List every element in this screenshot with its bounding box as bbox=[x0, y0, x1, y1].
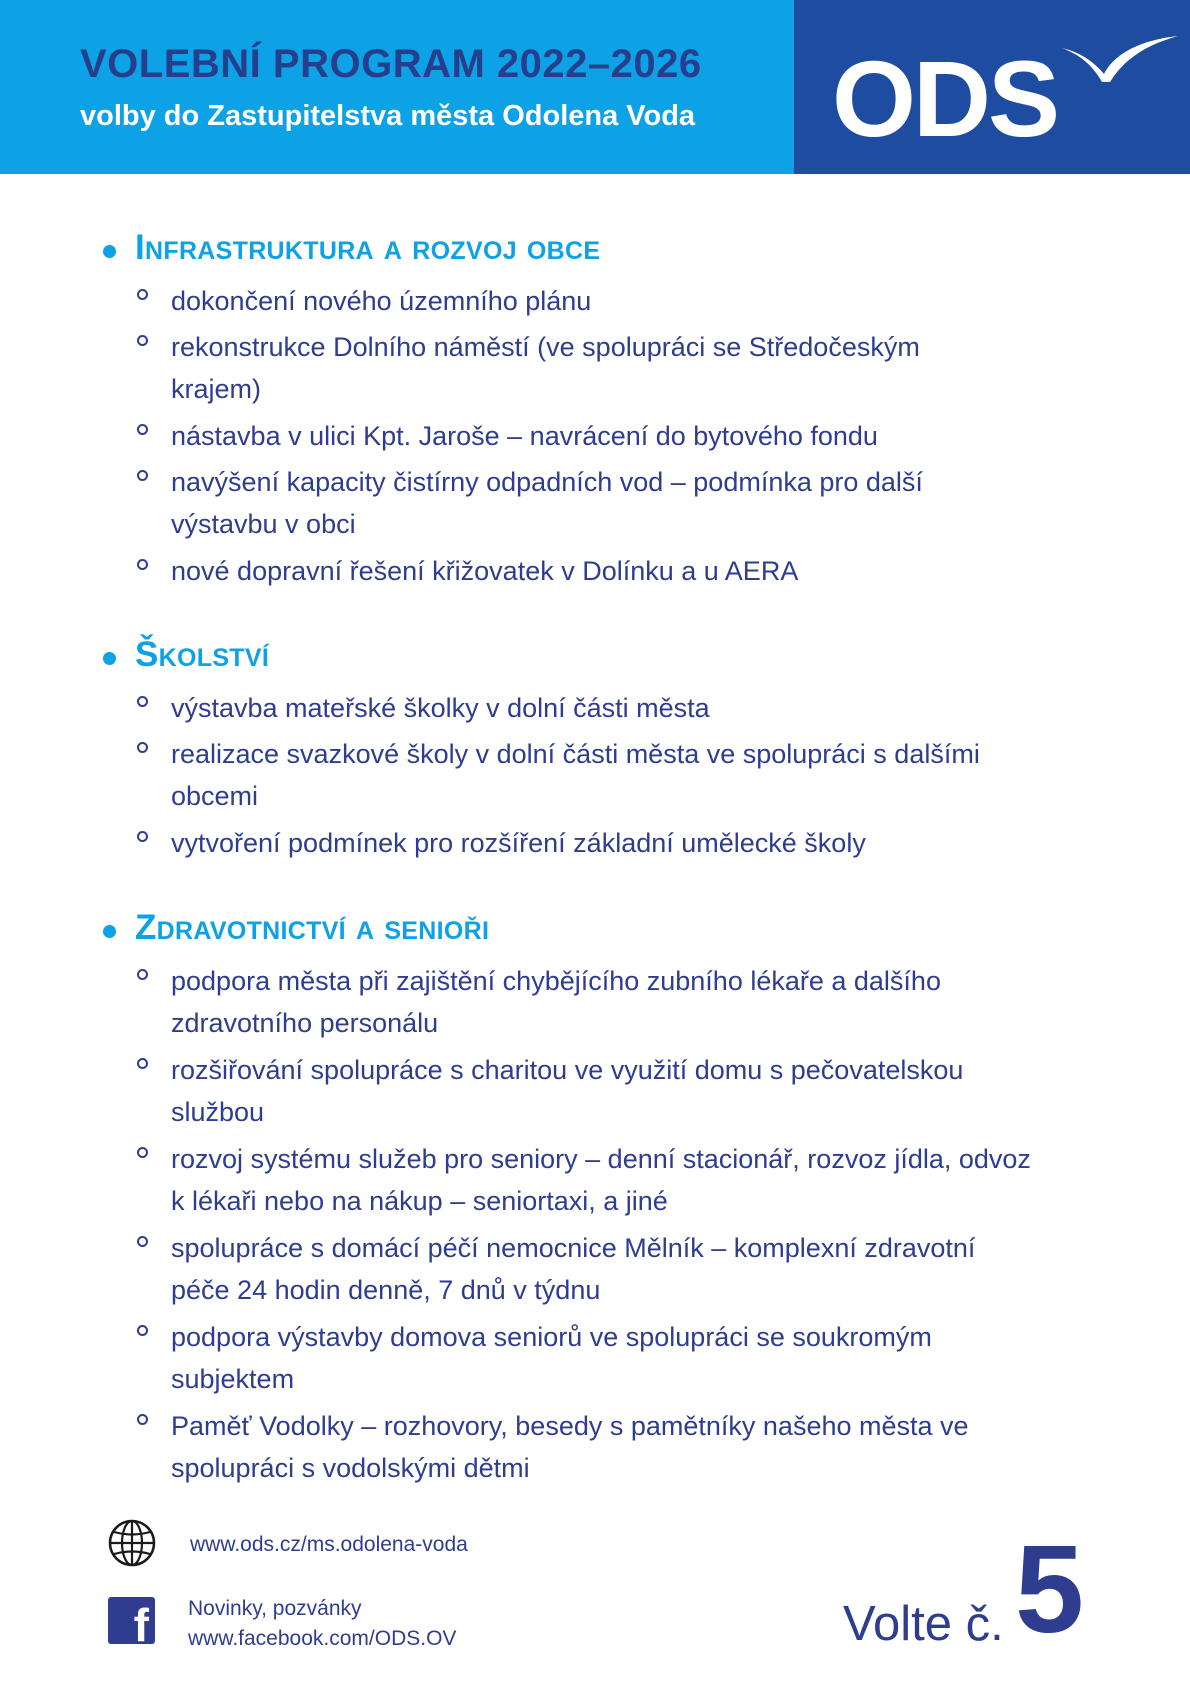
item-text: rozvoj systému služeb pro seniory – denní stacionář, rozvoz jídla, odvoz k lékaři nebo na nákup – seniortaxi, a jiné bbox=[171, 1144, 1031, 1216]
item-marker bbox=[137, 1058, 148, 1069]
item-marker bbox=[137, 424, 148, 435]
item-text: spolupráce s domácí péčí nemocnice Mělník – komplexní zdravotní péče 24 hodin denně, 7 dnů v týdnu bbox=[171, 1233, 976, 1305]
item-text: realizace svazkové školy v dolní části města ve spolupráci s dalšími obcemi bbox=[171, 739, 980, 811]
item-text: nástavba v ulici Kpt. Jaroše – navrácení do bytového fondu bbox=[171, 421, 878, 451]
bird-icon bbox=[1060, 30, 1180, 90]
section-bullet bbox=[103, 652, 116, 665]
item-text: Paměť Vodolky – rozhovory, besedy s pamětníky našeho města ve spolupráci s vodolskými dětmi bbox=[171, 1411, 969, 1483]
list-item bbox=[0, 550, 1190, 596]
list-item bbox=[0, 1138, 1190, 1227]
section-infrastructure bbox=[0, 228, 1190, 586]
item-text: podpora města při zajištění chybějícího zubního lékaře a dalšího zdravotního personálu bbox=[171, 966, 941, 1038]
list-item bbox=[0, 415, 1190, 461]
section-education bbox=[0, 635, 1190, 858]
section-title: Školství bbox=[135, 635, 270, 674]
item-marker bbox=[137, 831, 148, 842]
logo-text: ODS bbox=[832, 38, 1058, 159]
list-item bbox=[0, 687, 1190, 733]
vote-number: 5 bbox=[1015, 1521, 1084, 1659]
facebook-block bbox=[188, 1594, 456, 1654]
facebook-icon[interactable]: f bbox=[108, 1597, 155, 1644]
section-title: Infrastruktura a rozvoj obce bbox=[135, 228, 601, 267]
item-text: nové dopravní řešení křižovatek v Dolínku a u AERA bbox=[171, 556, 799, 586]
item-text: vytvoření podmínek pro rozšíření základní umělecké školy bbox=[171, 828, 866, 858]
ods-logo bbox=[830, 38, 1170, 159]
facebook-link[interactable]: www.facebook.com/ODS.OV bbox=[188, 1627, 457, 1650]
section-bullet bbox=[103, 925, 116, 938]
item-text: dokončení nového územního plánu bbox=[171, 286, 592, 316]
list-item bbox=[0, 1405, 1190, 1494]
list-item bbox=[0, 1316, 1190, 1405]
vote-label: Volte č. bbox=[843, 1597, 1004, 1651]
item-marker bbox=[137, 742, 148, 753]
facebook-label: Novinky, pozvánky bbox=[188, 1597, 362, 1620]
list-item bbox=[0, 822, 1190, 868]
page-subtitle: volby do Zastupitelstva města Odolena Voda bbox=[80, 100, 696, 132]
item-marker bbox=[137, 1414, 148, 1425]
item-marker bbox=[137, 1325, 148, 1336]
item-text: rozšiřování spolupráce s charitou ve využití domu s pečovatelskou službou bbox=[171, 1055, 964, 1127]
item-marker bbox=[137, 969, 148, 980]
page-header bbox=[0, 0, 1190, 174]
header-band-light bbox=[0, 0, 794, 174]
item-text: výstavba mateřské školky v dolní části města bbox=[171, 693, 710, 723]
item-marker bbox=[137, 1236, 148, 1247]
page-title: VOLEBNÍ PROGRAM 2022–2026 bbox=[80, 42, 702, 86]
website-link[interactable]: www.ods.cz/ms.odolena-voda bbox=[190, 1533, 468, 1556]
item-text: podpora výstavby domova seniorů ve spolupráci se soukromým subjektem bbox=[171, 1322, 932, 1394]
section-bullet bbox=[103, 245, 116, 258]
list-item bbox=[0, 1227, 1190, 1316]
list-item bbox=[0, 280, 1190, 326]
item-marker bbox=[137, 470, 148, 481]
list-item bbox=[0, 960, 1190, 1049]
item-marker bbox=[137, 696, 148, 707]
item-marker bbox=[137, 1147, 148, 1158]
list-item bbox=[0, 1049, 1190, 1138]
list-item bbox=[0, 461, 1190, 550]
list-item bbox=[0, 733, 1190, 822]
section-title: Zdravotnictví a senioři bbox=[135, 908, 490, 947]
item-marker bbox=[137, 335, 148, 346]
list-item bbox=[0, 326, 1190, 415]
globe-icon bbox=[107, 1518, 157, 1568]
item-marker bbox=[137, 559, 148, 570]
item-marker bbox=[137, 289, 148, 300]
item-text: rekonstrukce Dolního náměstí (ve spolupráci se Středočeským krajem) bbox=[171, 332, 920, 404]
section-health-seniors bbox=[0, 908, 1190, 1483]
item-text: navýšení kapacity čistírny odpadních vod – podmínka pro další výstavbu v obci bbox=[171, 467, 923, 539]
